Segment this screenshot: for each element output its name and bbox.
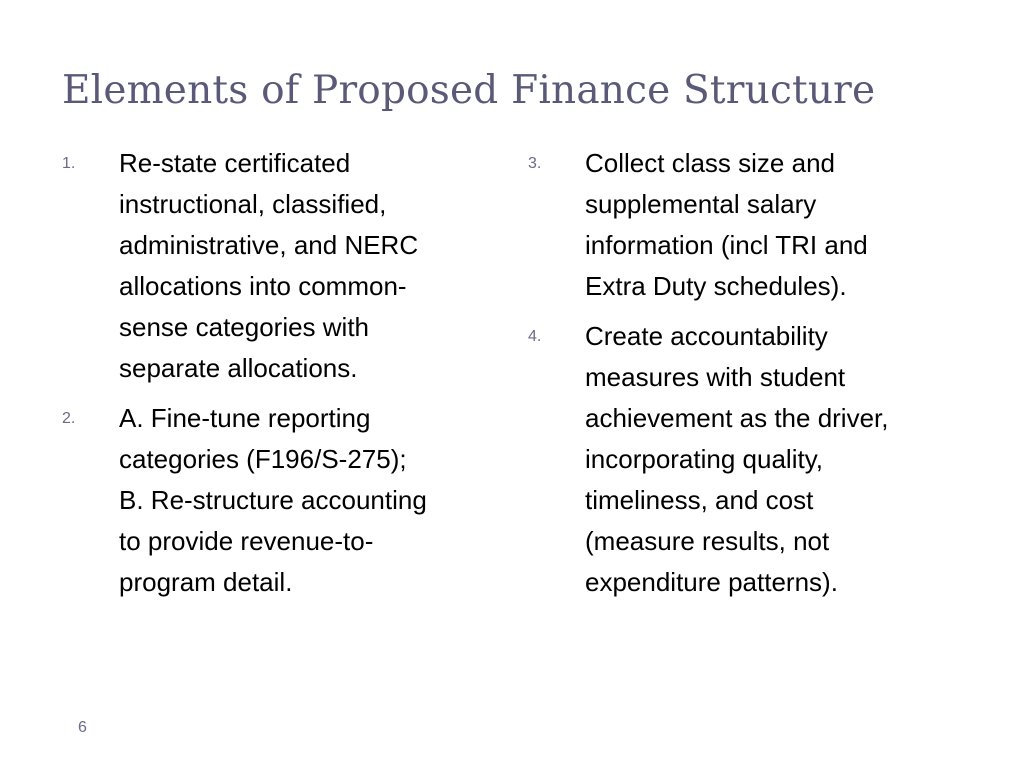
item-number: 2. [62, 410, 76, 427]
item-number: 1. [62, 155, 76, 172]
item-text: Collect class size and supplemental salary information (incl TRI and Extra Duty schedules). [585, 148, 868, 301]
list-item [528, 316, 968, 603]
list-item [528, 143, 968, 307]
slide-title: Elements of Proposed Finance Structure [62, 68, 876, 113]
page-number: 6 [78, 719, 87, 736]
list-item [62, 398, 502, 603]
item-number: 3. [528, 155, 542, 172]
item-text: Re-state certificated instructional, classified, administrative, and NERC allocations into common- sense categories with separate allocations. [119, 148, 419, 383]
list-item [62, 143, 502, 389]
left-column-list [62, 143, 502, 612]
item-text: A. Fine-tune reporting categories (F196/S-275); B. Re-structure accounting to provide revenue-to- program detail. [119, 403, 427, 597]
item-number: 4. [528, 328, 542, 345]
item-text: Create accountability measures with student achievement as the driver, incorporating quality, timeliness, and cost (measure results, not expenditure patterns). [585, 321, 889, 597]
right-column-list [528, 143, 968, 612]
